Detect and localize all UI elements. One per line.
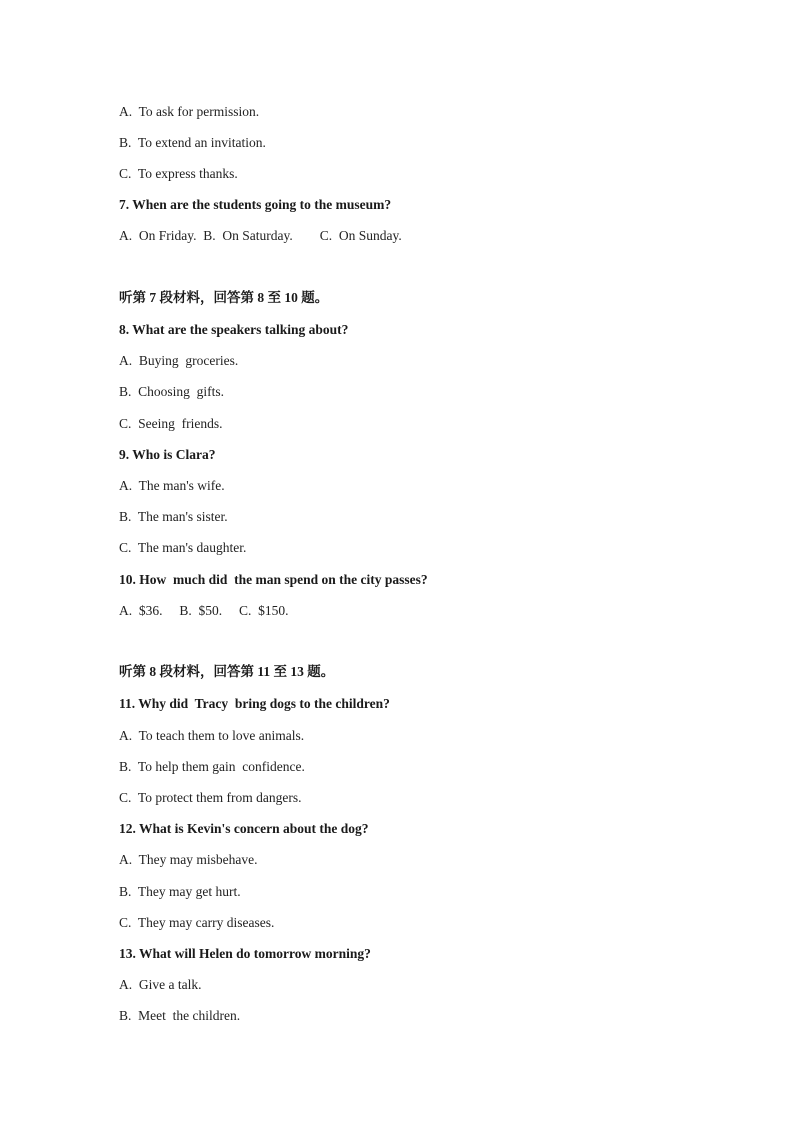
q7-options: A. On Friday. B. On Saturday. C. On Sunday. (119, 228, 402, 243)
q12-question: 12. What is Kevin's concern about the dog? (119, 821, 369, 836)
q8-option-a: A. Buying groceries. (119, 353, 239, 368)
q13-option-a: A. Give a talk. (119, 977, 202, 992)
q9-question: 9. Who is Clara? (119, 447, 216, 462)
q11-option-b: B. To help them gain confidence. (119, 759, 305, 774)
q8-option-c: C. Seeing friends. (119, 416, 223, 431)
q11-option-a: A. To teach them to love animals. (119, 728, 305, 743)
q8-question: 8. What are the speakers talking about? (119, 322, 349, 337)
q13-option-b: B. Meet the children. (119, 1008, 241, 1023)
q9-option-a: A. The man's wife. (119, 478, 225, 493)
q13-question: 13. What will Helen do tomorrow morning? (119, 946, 371, 961)
section-8-heading: 听第 8 段材料，回答第 11 至 13 题。 (119, 664, 335, 679)
q7-question: 7. When are the students going to the museum? (119, 197, 392, 212)
q11-option-c: C. To protect them from dangers. (119, 790, 302, 805)
q10-question: 10. How much did the man spend on the city passes? (119, 572, 428, 587)
q12-option-c: C. They may carry diseases. (119, 915, 275, 930)
q9-option-b: B. The man's sister. (119, 509, 228, 524)
section-7-heading: 听第 7 段材料，回答第 8 至 10 题。 (119, 290, 329, 305)
q10-options: A. $36. B. $50. C. $150. (119, 603, 289, 618)
q6-option-b: B. To extend an invitation. (119, 135, 266, 150)
q12-option-b: B. They may get hurt. (119, 884, 241, 899)
q6-option-c: C. To express thanks. (119, 166, 238, 181)
q9-option-c: C. The man's daughter. (119, 540, 247, 555)
q12-option-a: A. They may misbehave. (119, 852, 258, 867)
q11-question: 11. Why did Tracy bring dogs to the children? (119, 696, 390, 711)
q6-option-a: A. To ask for permission. (119, 104, 260, 119)
q8-option-b: B. Choosing gifts. (119, 384, 225, 399)
